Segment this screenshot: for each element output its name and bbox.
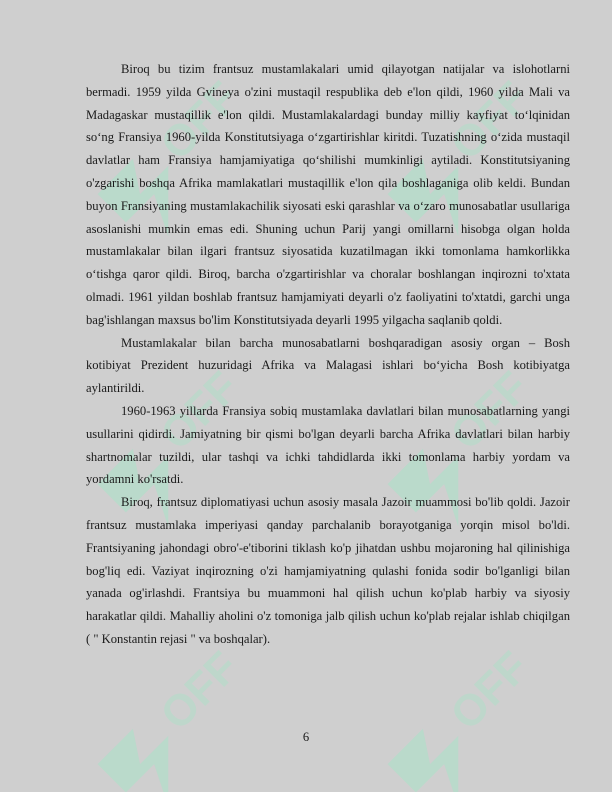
paragraph-2: Mustamlakalar bilan barcha munosabatlarni boshqaradigan asosiy organ – Bosh kotibiyat Prezident huzuridagi Afrika va Malagasi ishlari bo‘yicha Bosh kotibiyatga aylantirildi. xyxy=(86,335,570,396)
watermark-text: OFF xyxy=(441,642,539,740)
watermark-text: OFF xyxy=(441,362,539,460)
watermark-logo-lower-left xyxy=(95,643,273,792)
watermark-logo-lower-right xyxy=(385,643,563,792)
paragraph-3: 1960-1963 yillarda Fransiya sobiq mustamlaka davlatlari bilan munosabatlarning yangi usullarini qidirdi. Jamiyatning bir qismi bo'lgan deyarli barcha Afrika davlatlari bilan harbiy shartnomalar tuzildi, ular tashqi va ichki tahdidlarda ikki tomonlama harbiy yordam va yordamni ko'rsatdi. xyxy=(86,403,570,487)
paragraph-4: Biroq, frantsuz diplomatiyasi uchun asosiy masala Jazoir muammosi bo'lib qoldi. Jazoir frantsuz mustamlaka imperiyasi qanday parchalanib borayotganiga yorqin misol bo'ldi. Frantsiyaning jahondagi obro'-e'tiborini tiklash ko'p jihatdan ushbu mojaroning hal qilinishiga bog'liq edi. Vaziyat inqirozning o'zi hamjamiyatning qulashi fonida sodir bo'lganligi bilan yanada og'irlashdi. Frantsiya bu muammoni hal qilish uchun ko'plab harbiy va siyosiy harakatlar qildi. Mahalliy aholini o'z tomoniga jalb qilish uchun ko'plab rejalar ishlab chiqilgan ( " Konstantin rejasi " va boshqalar). xyxy=(86,495,570,646)
watermark-text: OFF xyxy=(151,72,249,170)
watermark-text: OFF xyxy=(151,642,249,740)
body-text xyxy=(86,58,570,651)
watermark-text: OFF xyxy=(441,72,539,170)
watermark-text: OFF xyxy=(151,362,249,460)
paragraph-1: Biroq bu tizim frantsuz mustamlakalari umid qilayotgan natijalar va islohotlarni bermadi. 1959 yilda Gvineya o'zini mustaqil respublika deb e'lon qildi, 1960 yilda Mali va Madagaskar mustaqillik e'lon qildi. Mustamlakalardagi bunday milliy kayfiyat to‘lqinidan so‘ng Fransiya 1960-yilda Konstitutsiyaga o‘zgartirishlar kiritdi. Tuzatishning o‘zida mustaqil davlatlar ham Fransiya hamjamiyatiga qo‘shilishi mumkinligi aytiladi. Konstitutsiyaning o'zgarishi boshqa Afrika mamlakatlari mustaqillik e'lon qila boshlaganiga olib keldi. Bundan buyon Fransiyaning mustamlakachilik siyosati eski qarashlar va o‘zaro munosabatlar usullariga asoslanishi mumkin emas edi. Shuning uchun Parij yangi omillarni hisobga olgan holda mustamlakalar bilan ilgari frantsuz siyosatida kuzatilmagan ikki tomonlama hamkorlikka o‘tishga qaror qildi. Biroq, barcha o'zgartirishlar va choralar boshlangan inqirozni to'xtata olmadi. 1961 yildan boshlab frantsuz hamjamiyati deyarli o'z faoliyatini to'xtatdi, garchi unga bag'ishlangan maxsus bo'lim Konstitutsiyada deyarli 1995 yilgacha saqlanib qoldi. xyxy=(86,62,570,327)
page-number: 6 xyxy=(302,730,310,744)
